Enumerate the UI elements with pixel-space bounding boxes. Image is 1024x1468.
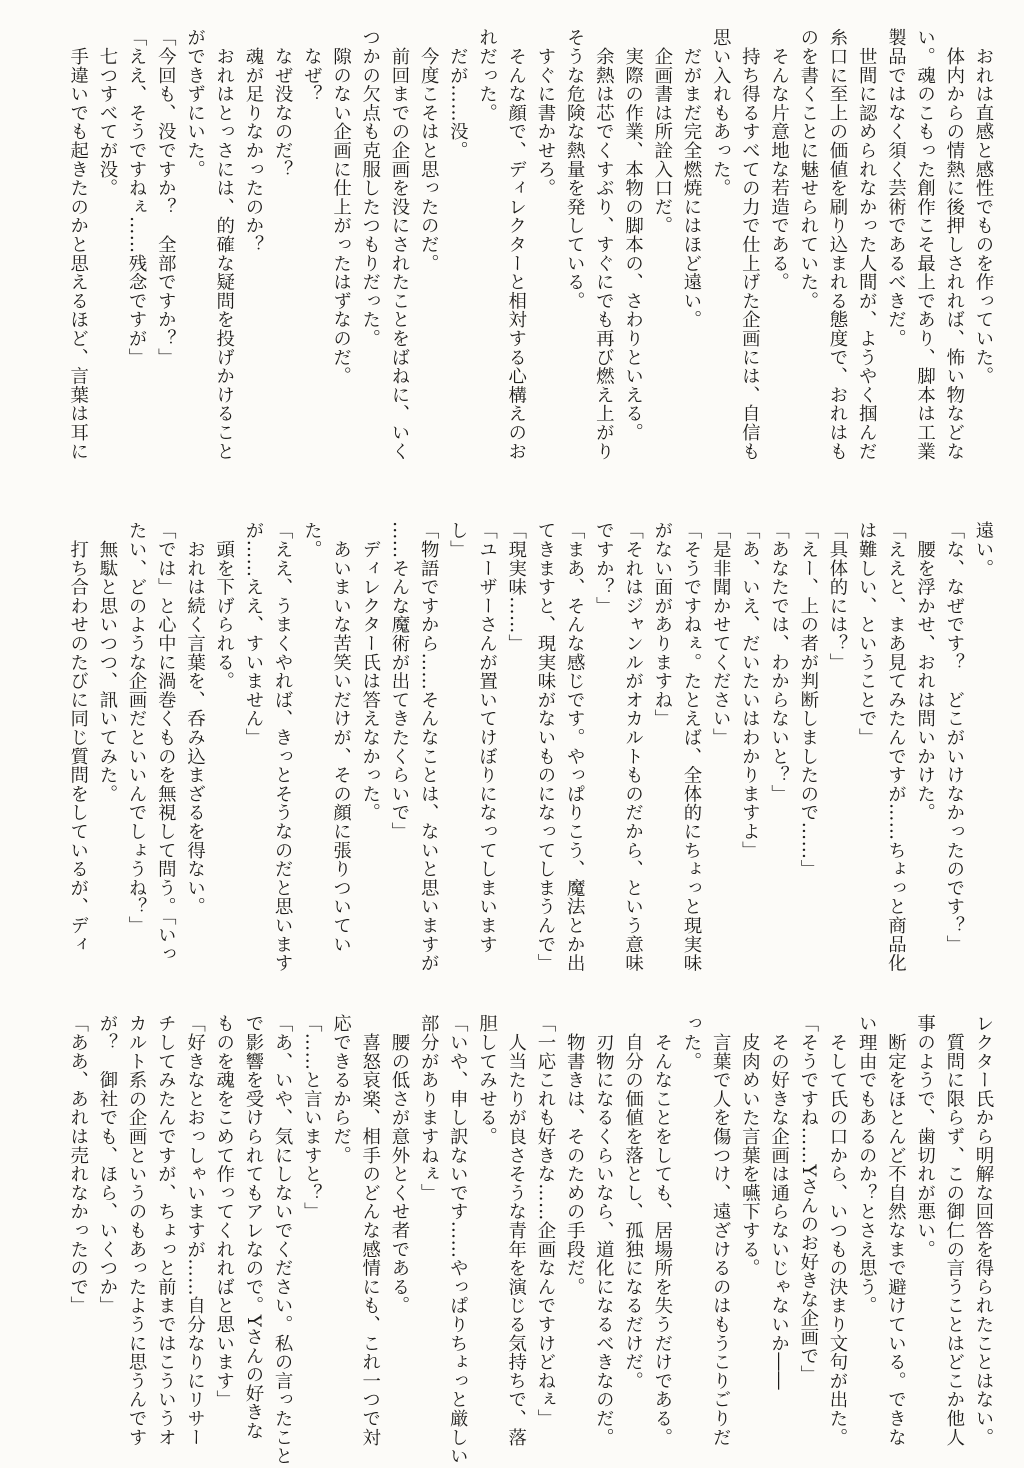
text-line: なぜ没なのだ？ xyxy=(272,28,294,179)
text-line: たい、どのような企画だといいんでしょうね？」 xyxy=(126,521,148,935)
text-line: 「あ、いや、気にしないでください。私の言ったこと xyxy=(272,1014,294,1466)
text-line: 七つすべてが没。 xyxy=(96,28,118,198)
text-line: 「現実味……」 xyxy=(505,521,527,653)
text-line: 質問に限らず、この御仁の言うことはどこか他人 xyxy=(943,1014,965,1447)
text-line: だがまだ完全燃焼にはほど遠い。 xyxy=(680,28,702,329)
text-line: 手違いでも起きたのかと思えるほど、言葉は耳に xyxy=(67,28,89,461)
text-line: 「ユーザーさんが置いてけぼりになってしまいます xyxy=(476,521,498,954)
text-line: 「好きなとおっしゃいますが……自分なりにリサー xyxy=(184,1014,206,1447)
text-line: 事のようで、歯切れが悪い。 xyxy=(914,1014,936,1259)
text-line: 「今回も、没ですか？ 全部ですか？」 xyxy=(155,28,177,367)
text-line: れだった。 xyxy=(476,28,498,122)
text-line: 胆してみせる。 xyxy=(476,1014,498,1146)
text-line: 「では」と心中に渦巻くものを無視して問う。「いっ xyxy=(155,521,177,963)
text-line: 「ええ、うまくやれば、きっとそうなのだと思います xyxy=(272,521,294,973)
text-line: 「……と言いますと？」 xyxy=(301,1014,323,1221)
text-line: 余熱は芯でくすぶり、すぐにでも再び燃え上がり xyxy=(593,28,615,461)
text-line: が……ええ、すいません」 xyxy=(242,521,264,747)
text-line: 隙のない企画に仕上がったはずなのだ。 xyxy=(330,28,352,386)
text-line: 世間に認められなかった人間が、ようやく掴んだ xyxy=(856,28,878,461)
text-line: カルト系の企画というのもあったように思うんです xyxy=(126,1014,148,1447)
text-line: 言葉で人を傷つけ、遠ざけるのはもうこりごりだ xyxy=(710,1014,732,1447)
text-line: そして氏の口から、いつもの決まり文句が出た。 xyxy=(826,1014,848,1447)
text-line: 糸口に至上の価値を刷り込まれる態度で、おれはも xyxy=(826,28,848,461)
text-line: 「一応これも好きな……企画なんですけどねぇ」 xyxy=(534,1014,556,1428)
text-line: た。 xyxy=(301,521,323,559)
text-line: そんな片意地な若造である。 xyxy=(768,28,790,292)
text-line: チしてみたんですが、ちょっと前まではこういうオ xyxy=(155,1014,177,1447)
text-line: おれは直感と感性でものを作っていた。 xyxy=(973,28,994,386)
text-line: い。魂のこもった創作こそ最上であり、脚本は工業 xyxy=(914,28,936,461)
text-line: 応できるからだ。 xyxy=(330,1014,352,1165)
text-line: ……そんな魔術が出てきたくらいで」 xyxy=(388,521,410,841)
text-line: 実際の作業、本物の脚本の、さわりといえる。 xyxy=(622,28,644,442)
text-band-bottom xyxy=(53,1014,998,1466)
text-line: そんな顔で、ディレクターと相対する心構えのお xyxy=(505,28,527,461)
text-line: あいまいな苦笑いだけが、その顔に張りついてい xyxy=(330,521,352,954)
text-band-top xyxy=(53,28,998,480)
text-line: 頭を下げられる。 xyxy=(213,521,235,691)
text-line: 製品ではなく須く芸術であるべきだ。 xyxy=(885,28,907,348)
text-line: 自分の価値を落とし、孤独になるだけだ。 xyxy=(622,1014,644,1390)
text-line: 持ち得るすべての力で仕上げた企画には、自信も xyxy=(739,28,761,461)
text-line: 前回までの企画を没にされたことをばねに、いく xyxy=(388,28,410,461)
text-line: だが……没。 xyxy=(447,28,469,160)
text-line: 遠い。 xyxy=(973,521,994,578)
text-line: 「いや、申し訳ないです……やっぱりちょっと厳しい xyxy=(447,1014,469,1466)
text-line: すぐに書かせろ。 xyxy=(534,28,556,198)
text-line: 「ええ、そうですねぇ……残念ですが」 xyxy=(126,28,148,367)
text-line: おれはとっさには、的確な疑問を投げかけること xyxy=(213,28,235,461)
text-line: そんなことをしても、居場所を失うだけである。 xyxy=(651,1014,673,1447)
text-line: 無駄と思いつつ、訊いてみた。 xyxy=(96,521,118,803)
text-line: 「物語ですから……そんなことは、ないと思いますが xyxy=(418,521,440,973)
text-line: てきますと、現実味がないものになってしまうんで」 xyxy=(534,521,556,973)
text-line: 皮肉めいた言葉を嚥下する。 xyxy=(739,1014,761,1278)
text-line: 「な、なぜです？ どこがいけなかったのです？」 xyxy=(943,521,965,954)
text-line: 今度こそはと思ったのだ。 xyxy=(418,28,440,273)
text-line: 「是非聞かせてください」 xyxy=(710,521,732,747)
text-line: そうな危険な熱量を発している。 xyxy=(564,28,586,310)
text-line: 「あ、いえ、だいたいはわかりますよ」 xyxy=(739,521,761,860)
text-line: 物書きは、そのための手段だ。 xyxy=(564,1014,586,1296)
text-line: その好きな企画は通らないじゃないか―― xyxy=(768,1014,790,1390)
text-line: が？ 御社でも、ほら、いくつか」 xyxy=(96,1014,118,1315)
text-line: で影響を受けられてもアレなので。Yさんの好きな xyxy=(242,1014,264,1441)
text-line: ですか？」 xyxy=(593,521,615,615)
text-line: 断定をほとんど不自然なまで避けている。できな xyxy=(885,1014,907,1447)
text-line: い理由でもあるのか？とさえ思う。 xyxy=(856,1014,878,1315)
text-line: 体内からの情熱に後押しされれば、怖い物などな xyxy=(943,28,965,461)
text-line: 「ええと、まあ見てみたんですが……ちょっと商品化 xyxy=(885,521,907,973)
text-line: 「そうですね……Yさんのお好きな企画で」 xyxy=(797,1014,819,1384)
text-line: ディレクター氏は答えなかった。 xyxy=(359,521,381,822)
text-line: 魂が足りなかったのか？ xyxy=(242,28,264,254)
text-line: ものを魂をこめて作ってくれればと思います」 xyxy=(213,1014,235,1409)
text-line: のを書くことに魅せられていた。 xyxy=(797,28,819,310)
text-line: 「ああ、あれは売れなかったので」 xyxy=(67,1014,89,1315)
text-line: 「そうですねぇ。たとえば、全体的にちょっと現実味 xyxy=(680,521,702,973)
text-line: 打ち合わせのたびに同じ質問をしているが、ディ xyxy=(67,521,89,954)
text-line: つかの欠点も克服したつもりだった。 xyxy=(359,28,381,348)
text-line: 「それはジャンルがオカルトものだから、という意味 xyxy=(622,521,644,973)
text-line: 部分がありますねぇ」 xyxy=(418,1014,440,1202)
text-line: 思い入れもあった。 xyxy=(710,28,732,198)
text-line: った。 xyxy=(680,1014,702,1071)
text-line: 腰を浮かせ、おれは問いかけた。 xyxy=(914,521,936,822)
text-line: がない面がありますね」 xyxy=(651,521,673,728)
text-line: 「あなたでは、わからないと？」 xyxy=(768,521,790,803)
text-line: 企画書は所詮入口だ。 xyxy=(651,28,673,235)
text-line: レクター氏から明解な回答を得られたことはない。 xyxy=(973,1014,994,1447)
text-line: し」 xyxy=(447,521,469,559)
text-line: おれは続く言葉を、呑み込まざるを得ない。 xyxy=(184,521,206,916)
text-band-middle xyxy=(53,521,998,973)
text-line: 腰の低さが意外とくせ者である。 xyxy=(388,1014,410,1315)
text-line: ができずにいた。 xyxy=(184,28,206,179)
text-line: 人当たりが良さそうな青年を演じる気持ちで、落 xyxy=(505,1014,527,1447)
text-line: 喜怒哀楽、相手のどんな感情にも、これ一つで対 xyxy=(359,1014,381,1447)
text-line: 「まあ、そんな感じです。やっぱりこう、魔法とか出 xyxy=(564,521,586,973)
text-line: なぜ？ xyxy=(301,28,323,104)
text-line: 刃物になるくらいなら、道化になるべきなのだ。 xyxy=(593,1014,615,1447)
text-line: 「具体的には？」 xyxy=(826,521,848,672)
text-line: は難しい、ということで」 xyxy=(856,521,878,747)
text-line: 「えー、上の者が判断しましたので……」 xyxy=(797,521,819,879)
